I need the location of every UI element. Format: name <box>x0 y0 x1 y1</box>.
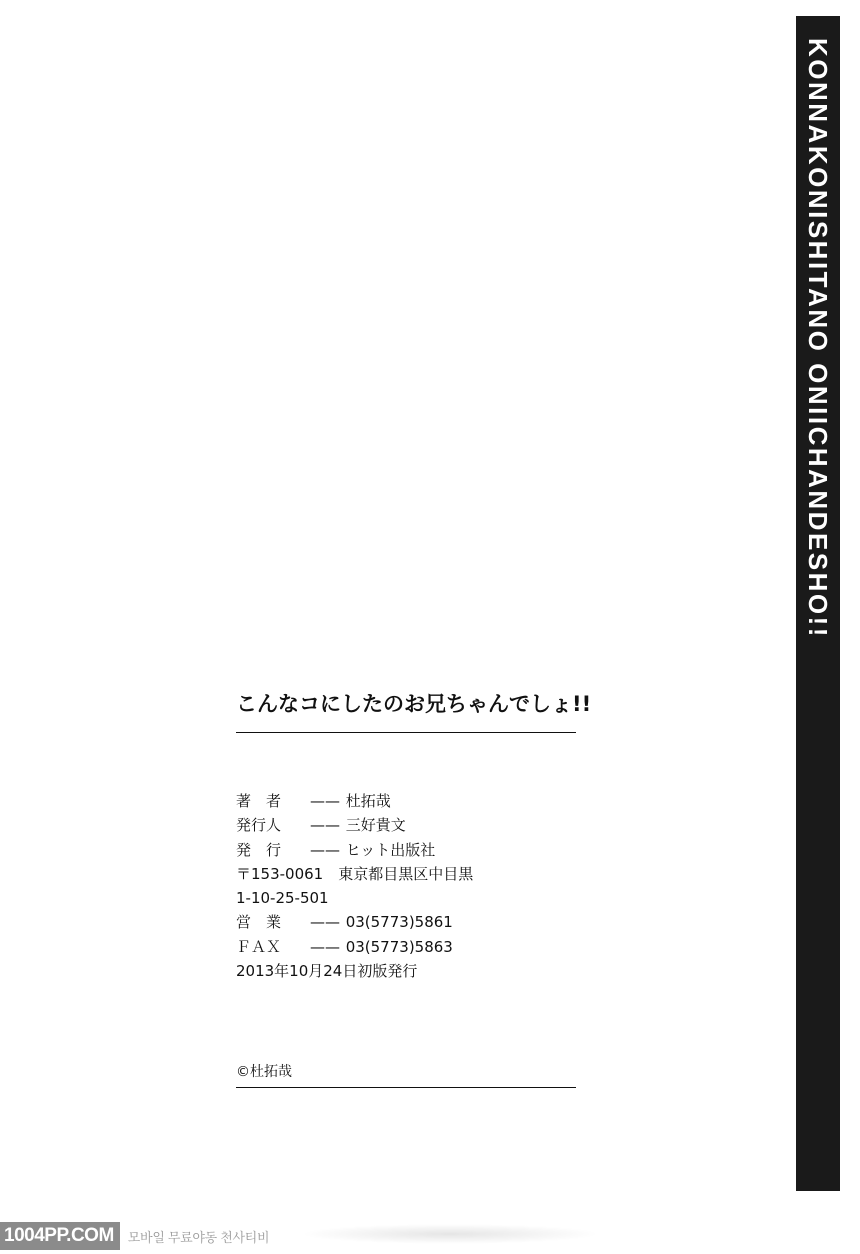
watermark-bar <box>0 1218 860 1254</box>
table-row <box>236 789 473 813</box>
watermark-subtitle: 모바일 무료야동 천사티비 <box>127 1229 270 1245</box>
row-dash: —— <box>310 792 340 810</box>
publication-date: 2013年10月24日初版発行 <box>236 962 418 981</box>
row-dash: —— <box>310 913 340 932</box>
row-value-sales-phone: 03(5773)5861 <box>345 913 453 932</box>
row-value-author: 杜拓哉 <box>345 792 391 810</box>
watermark-logo-number: 1004 <box>4 1225 45 1246</box>
row-dash: —— <box>310 937 340 956</box>
row-dash: —— <box>310 816 340 835</box>
address-line-1: 〒153-0061 東京都目黒区中目黒 <box>236 864 474 883</box>
row-dash: —— <box>310 840 340 859</box>
row-label-sales: 営 業 <box>236 913 282 932</box>
spine-title: KONNAKONISHITANO ONIICHANDESHO!! <box>803 38 833 639</box>
table-row <box>236 959 473 983</box>
watermark-logo <box>0 1222 120 1250</box>
row-value-publisher-person: 三好貴文 <box>345 816 406 835</box>
table-row <box>236 910 473 934</box>
row-value-fax: 03(5773)5863 <box>345 937 453 956</box>
row-label-author: 著 者 <box>236 792 282 810</box>
row-label-publisher-person: 発行人 <box>236 816 282 835</box>
table-row <box>236 838 473 862</box>
book-spine <box>796 16 840 1191</box>
address-line-2: 1-10-25-501 <box>236 889 329 908</box>
colophon-block <box>236 688 592 1088</box>
table-row <box>236 935 473 959</box>
table-row <box>236 862 473 886</box>
divider-top <box>236 732 576 733</box>
watermark-logo-domain: PP.COM <box>44 1225 114 1246</box>
table-row <box>236 813 473 837</box>
row-label-publisher: 発 行 <box>236 840 282 859</box>
row-value-publisher: ヒット出版社 <box>345 840 436 859</box>
table-row <box>236 886 473 910</box>
row-label-fax: ＦＡＸ <box>236 937 282 956</box>
divider-bottom <box>236 1087 576 1088</box>
page-title: こんなコにしたのお兄ちゃんでしょ!! <box>236 692 592 716</box>
copyright-line: ©杜拓哉 <box>236 1064 292 1081</box>
publication-info-table <box>236 789 473 983</box>
